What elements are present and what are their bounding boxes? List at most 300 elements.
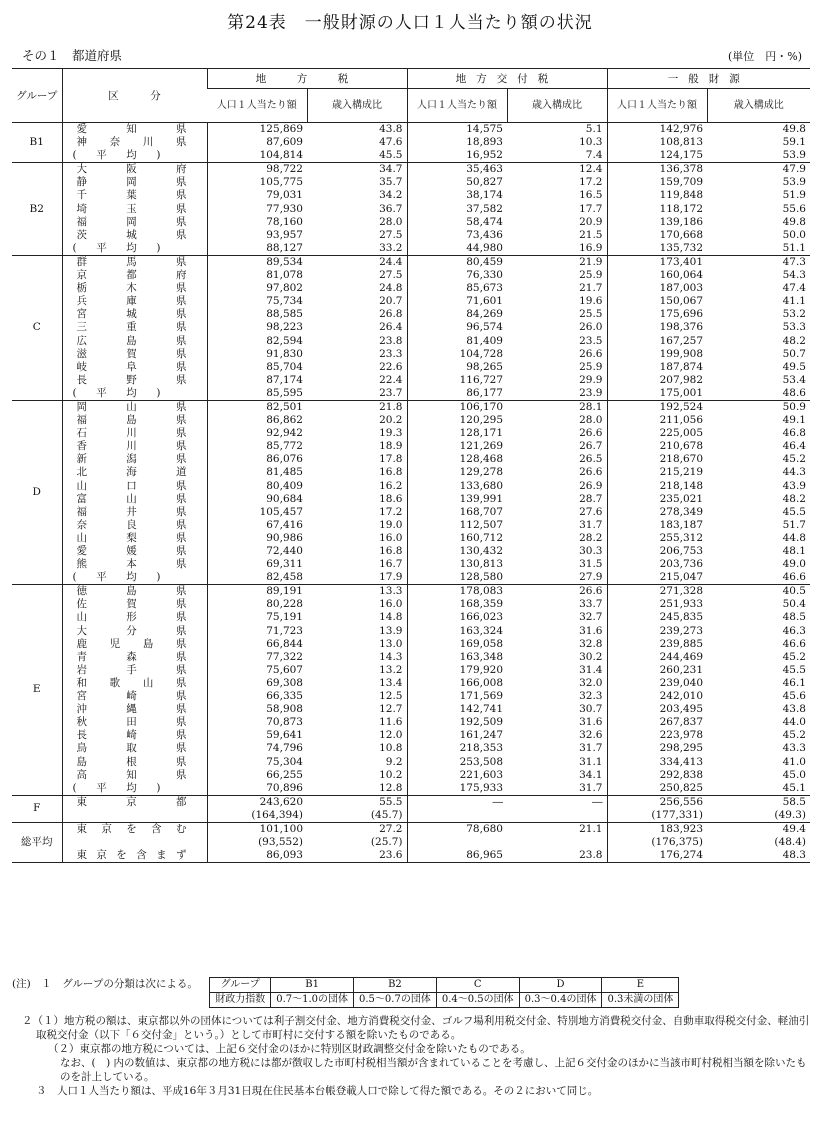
value-cell: 75,304 <box>207 756 307 769</box>
value-cell: 27.2 <box>307 822 407 836</box>
value-cell: 82,501 <box>207 400 307 414</box>
prefecture-name <box>62 361 207 374</box>
unit-label: (単位 円・%) <box>727 50 802 63</box>
value-cell: 67,416 <box>207 519 307 532</box>
classification-header: C <box>436 978 519 993</box>
table-row <box>12 255 810 269</box>
classification-header: D <box>519 978 602 993</box>
prefecture-name <box>62 136 207 149</box>
prefecture-name <box>62 163 207 177</box>
value-cell: 124,175 <box>607 149 707 163</box>
value-cell: 218,353 <box>407 742 507 755</box>
value-cell: 51.7 <box>782 518 806 531</box>
value-cell: 26.6 <box>507 585 607 599</box>
value-cell: 24.8 <box>379 282 403 295</box>
prefecture-name <box>62 203 207 216</box>
prefecture-text: 広島県 <box>76 334 187 347</box>
value-cell: 150,067 <box>607 295 707 308</box>
value-cell: 28.1 <box>507 400 607 414</box>
value-cell: 26.8 <box>379 308 403 321</box>
average-label <box>62 387 207 401</box>
value-cell: 33.7 <box>579 598 603 611</box>
prefecture-name <box>62 189 207 202</box>
value-cell: 17.2 <box>579 176 603 189</box>
table-row <box>12 809 810 823</box>
value-cell: 298,295 <box>607 742 707 755</box>
value-cell: 48.2 <box>782 334 806 347</box>
value-cell: 12.4 <box>507 163 607 177</box>
classification-header: グループ <box>210 978 271 993</box>
value-cell: 44.3 <box>782 466 806 479</box>
value-cell: 16,952 <box>407 149 507 163</box>
group-label: B2 <box>12 163 62 256</box>
group-label: D <box>12 400 62 584</box>
value-cell: 199,908 <box>607 348 707 361</box>
table-row <box>12 506 810 519</box>
value-cell: 86,965 <box>407 849 507 863</box>
value-cell: 45.5 <box>782 663 806 676</box>
value-cell: 35.7 <box>379 176 403 189</box>
prefecture-name <box>62 558 207 571</box>
value-cell: 17.2 <box>379 505 403 518</box>
value-cell: 19.6 <box>579 295 603 308</box>
prefecture-name <box>62 282 207 295</box>
value-cell: 32.6 <box>579 729 603 742</box>
value-cell: 55.5 <box>307 795 407 809</box>
prefecture-text: 福島県 <box>76 414 187 427</box>
table-row <box>12 361 810 374</box>
prefecture-name <box>62 611 207 624</box>
value-cell: 31.6 <box>579 624 603 637</box>
table-row <box>12 123 810 137</box>
prefecture-name <box>62 269 207 282</box>
table-row <box>12 849 810 863</box>
prefecture-text: 鹿児島県 <box>76 637 187 650</box>
value-cell: 48.2 <box>782 492 806 505</box>
prefecture-text: 鳥取県 <box>76 742 187 755</box>
value-cell: 45.5 <box>379 149 403 162</box>
prefecture-name <box>62 348 207 361</box>
value-cell: 23.7 <box>379 386 403 399</box>
value-cell: 23.3 <box>379 347 403 360</box>
value-cell: 133,680 <box>407 480 507 493</box>
table-row <box>12 625 810 638</box>
value-cell: ― <box>507 795 607 809</box>
value-cell: 7.4 <box>585 149 603 162</box>
value-cell: 36.7 <box>379 202 403 215</box>
value-cell: 44,980 <box>407 242 507 256</box>
table-row <box>12 400 810 414</box>
value-cell: 78,680 <box>407 822 507 836</box>
prefecture-name <box>62 795 207 809</box>
value-cell: 203,736 <box>607 558 707 571</box>
empty-cell <box>62 809 207 823</box>
value-cell: 25.5 <box>579 308 603 321</box>
table-row <box>12 295 810 308</box>
table-row <box>12 729 810 742</box>
prefecture-text: 熊本県 <box>76 558 187 571</box>
value-cell: 22.6 <box>379 360 403 373</box>
value-cell: 92,942 <box>207 427 307 440</box>
value-cell: 13.2 <box>379 663 403 676</box>
average-label <box>62 571 207 585</box>
value-cell: 168,707 <box>407 506 507 519</box>
value-cell: 25.9 <box>579 269 603 282</box>
value-cell: 207,982 <box>607 374 707 387</box>
value-cell: 175,001 <box>607 387 707 401</box>
prefecture-name <box>62 480 207 493</box>
value-cell: 166,023 <box>407 611 507 624</box>
value-cell <box>507 836 607 849</box>
value-cell: 66,255 <box>207 769 307 782</box>
value-cell: 53.9 <box>782 176 806 189</box>
value-cell: 46.8 <box>782 427 806 440</box>
value-cell: 49.5 <box>782 360 806 373</box>
value-cell: 175,933 <box>407 782 507 796</box>
value-cell: 34.7 <box>307 163 407 177</box>
value-cell: 130,813 <box>407 558 507 571</box>
value-cell: 77,322 <box>207 651 307 664</box>
value-cell: 244,469 <box>607 651 707 664</box>
value-cell: 27.6 <box>579 505 603 518</box>
table-row <box>12 703 810 716</box>
value-cell: 43.8 <box>307 123 407 137</box>
value-cell: 87,609 <box>207 136 307 149</box>
value-cell: (48.4) <box>774 836 806 849</box>
value-cell: 119,848 <box>607 189 707 202</box>
value-cell: 104,728 <box>407 348 507 361</box>
header-ippan: 一般財源 <box>607 69 810 89</box>
value-cell: 49.0 <box>782 558 806 571</box>
value-cell: 50.0 <box>782 228 806 241</box>
value-cell: 66,844 <box>207 638 307 651</box>
value-cell: 48.6 <box>782 386 806 399</box>
prefecture-name <box>62 374 207 387</box>
table-row <box>12 163 810 177</box>
value-cell: 5.1 <box>507 123 607 137</box>
value-cell: 128,580 <box>407 571 507 585</box>
value-cell: 23.9 <box>579 386 603 399</box>
header-ratio: 歳入構成比 <box>507 89 607 123</box>
prefecture-text: 長崎県 <box>76 729 187 742</box>
value-cell: 17.8 <box>379 453 403 466</box>
prefecture-text: 栃木県 <box>76 282 187 295</box>
value-cell: 53.2 <box>782 308 806 321</box>
value-cell: 21.8 <box>307 400 407 414</box>
table-subtitle: その１ 都道府県 <box>22 48 123 63</box>
value-cell: 70,873 <box>207 716 307 729</box>
value-cell: 31.6 <box>579 716 603 729</box>
value-cell: 69,311 <box>207 558 307 571</box>
value-cell: 211,056 <box>607 414 707 427</box>
notes <box>12 977 812 1098</box>
value-cell: 46.4 <box>782 440 806 453</box>
value-cell: 16.5 <box>579 189 603 202</box>
value-cell: 45.5 <box>782 505 806 518</box>
value-cell: 235,021 <box>607 493 707 506</box>
value-cell: 45.1 <box>782 781 806 794</box>
table-row <box>12 638 810 651</box>
value-cell: 242,010 <box>607 690 707 703</box>
prefecture-text: 岩手県 <box>76 663 187 676</box>
prefecture-text: 滋賀県 <box>76 347 187 360</box>
prefecture-name <box>62 295 207 308</box>
group-label: F <box>12 795 62 822</box>
value-cell: 50.4 <box>782 598 806 611</box>
value-cell: 128,171 <box>407 427 507 440</box>
prefecture-name <box>62 400 207 414</box>
prefecture-name <box>62 229 207 242</box>
value-cell: 91,830 <box>207 348 307 361</box>
value-cell: 31.7 <box>579 781 603 794</box>
value-cell: 21.7 <box>579 282 603 295</box>
table-row <box>12 611 810 624</box>
value-cell: 49.1 <box>782 414 806 427</box>
value-cell: 28.0 <box>579 414 603 427</box>
table-row <box>12 795 810 809</box>
value-cell: 86,076 <box>207 453 307 466</box>
value-cell: 203,495 <box>607 703 707 716</box>
value-cell: 87,174 <box>207 374 307 387</box>
value-cell: 24.4 <box>307 255 407 269</box>
value-cell: 166,008 <box>407 677 507 690</box>
classification-header: E <box>602 978 679 993</box>
average-label <box>62 782 207 796</box>
value-cell: 27.9 <box>579 571 603 584</box>
note-2-1: ２（１）地方税の額は、東京都以外の団体については利子割交付金、地方消費税交付金、ゴルフ場利用税交付金、特別地方消費税交付金、自動車取得税交付金、軽油引取税交付金（以下「６交付金」という。）として市町村に交付する額を除いたものである。 <box>22 1015 810 1041</box>
value-cell: 90,684 <box>207 493 307 506</box>
value-cell: 163,324 <box>407 625 507 638</box>
value-cell: 43.8 <box>782 703 806 716</box>
prefecture-name <box>62 466 207 479</box>
value-cell: 14.8 <box>379 611 403 624</box>
value-cell: 173,401 <box>607 255 707 269</box>
table-row <box>12 545 810 558</box>
value-cell: 30.2 <box>579 650 603 663</box>
value-cell: 10.3 <box>579 136 603 149</box>
value-cell: 85,595 <box>207 387 307 401</box>
value-cell: 183,923 <box>607 822 707 836</box>
value-cell: 160,712 <box>407 532 507 545</box>
value-cell: 75,734 <box>207 295 307 308</box>
value-cell: 160,064 <box>607 269 707 282</box>
value-cell: 14.3 <box>379 650 403 663</box>
value-cell: 26.9 <box>579 479 603 492</box>
value-cell: 38,174 <box>407 189 507 202</box>
value-cell: 86,862 <box>207 414 307 427</box>
value-cell: 74,796 <box>207 742 307 755</box>
value-cell: 206,753 <box>607 545 707 558</box>
value-cell: 239,040 <box>607 677 707 690</box>
table-row <box>12 335 810 348</box>
value-cell: ― <box>407 795 507 809</box>
prefecture-name <box>62 690 207 703</box>
value-cell: 46.3 <box>782 624 806 637</box>
value-cell: 58,474 <box>407 216 507 229</box>
value-cell: 120,295 <box>407 414 507 427</box>
value-cell: 45.2 <box>782 729 806 742</box>
value-cell: 98,265 <box>407 361 507 374</box>
value-cell: 30.7 <box>579 703 603 716</box>
value-cell: 27.5 <box>379 269 403 282</box>
value-cell: 51.1 <box>782 241 806 254</box>
table-row <box>12 308 810 321</box>
value-cell: 239,273 <box>607 625 707 638</box>
table-row <box>12 585 810 599</box>
value-cell: 139,186 <box>607 216 707 229</box>
prefecture-name <box>62 321 207 334</box>
value-cell: 121,269 <box>407 440 507 453</box>
header-ratio: 歳入構成比 <box>707 89 810 123</box>
value-cell: 71,723 <box>207 625 307 638</box>
value-cell: 13.4 <box>379 676 403 689</box>
value-cell: 179,920 <box>407 664 507 677</box>
value-cell: 59,641 <box>207 729 307 742</box>
prefecture-text: 秋田県 <box>76 716 187 729</box>
prefecture-name <box>62 453 207 466</box>
value-cell: 85,772 <box>207 440 307 453</box>
value-cell: 44.8 <box>782 531 806 544</box>
table-row <box>12 176 810 189</box>
prefecture-name <box>62 506 207 519</box>
value-cell: 28.0 <box>379 215 403 228</box>
table-row <box>12 677 810 690</box>
value-cell: 23.8 <box>507 849 607 863</box>
prefecture-text: 山形県 <box>76 611 187 624</box>
value-cell: 48.1 <box>782 545 806 557</box>
prefecture-text: 山口県 <box>76 479 187 492</box>
prefecture-text: 東京都 <box>76 795 187 808</box>
prefecture-name <box>62 493 207 506</box>
value-cell: 98,223 <box>207 321 307 334</box>
value-cell: (164,394) <box>207 809 307 823</box>
value-cell: 34.2 <box>379 189 403 202</box>
value-cell: 16.0 <box>379 531 403 544</box>
table-row <box>12 387 810 401</box>
prefecture-text: 宮崎県 <box>76 690 187 703</box>
value-cell: 45.0 <box>782 768 806 781</box>
value-cell: 19.3 <box>379 427 403 440</box>
value-cell: (49.3) <box>774 808 806 821</box>
prefecture-text: 三重県 <box>76 321 187 334</box>
header-ratio: 歳入構成比 <box>307 89 407 123</box>
value-cell: 13.0 <box>379 637 403 650</box>
value-cell: 45.2 <box>782 453 806 466</box>
classification-header: B2 <box>354 978 437 993</box>
prefecture-name <box>62 532 207 545</box>
value-cell: 50.7 <box>782 347 806 360</box>
table-row <box>12 782 810 796</box>
value-cell: 223,978 <box>607 729 707 742</box>
value-cell: 256,556 <box>607 795 707 809</box>
value-cell: 27.5 <box>379 228 403 241</box>
value-cell: 105,775 <box>207 176 307 189</box>
table-row <box>12 493 810 506</box>
value-cell: 118,172 <box>607 203 707 216</box>
value-cell: 98,722 <box>207 163 307 177</box>
value-cell: 70,896 <box>207 782 307 796</box>
prefecture-name <box>62 598 207 611</box>
value-cell: 85,704 <box>207 361 307 374</box>
value-cell: 23.6 <box>307 849 407 863</box>
value-cell: 50.9 <box>707 400 810 414</box>
table-row <box>12 664 810 677</box>
average-text: (平均) <box>72 149 161 162</box>
group-label: C <box>12 255 62 400</box>
value-cell: 10.8 <box>379 742 403 755</box>
prefecture-text: 富山県 <box>76 492 187 505</box>
value-cell: 28.7 <box>579 492 603 505</box>
table-row <box>12 716 810 729</box>
value-cell: 41.1 <box>782 295 806 308</box>
prefecture-text: 福井県 <box>76 505 187 518</box>
value-cell: 11.6 <box>379 716 403 729</box>
value-cell: 105,457 <box>207 506 307 519</box>
table-row <box>12 756 810 769</box>
prefecture-name <box>62 716 207 729</box>
table-row <box>12 149 810 163</box>
classification-value: 財政力指数 <box>210 993 271 1008</box>
prefecture-text: 和歌山県 <box>76 676 187 689</box>
table-row <box>12 427 810 440</box>
table-row <box>12 136 810 149</box>
prefecture-name <box>62 176 207 189</box>
value-cell: 198,376 <box>607 321 707 334</box>
value-cell <box>507 809 607 823</box>
table-row <box>12 453 810 466</box>
empty-cell <box>62 836 207 849</box>
value-cell: 334,413 <box>607 756 707 769</box>
classification-value: 0.7～1.0の団体 <box>271 993 354 1008</box>
value-cell: 26.6 <box>579 347 603 360</box>
prefecture-text: 大分県 <box>76 624 187 637</box>
prefecture-name <box>62 638 207 651</box>
value-cell: 142,976 <box>607 123 707 137</box>
value-cell: 187,003 <box>607 282 707 295</box>
prefecture-text: 京都府 <box>76 269 187 282</box>
header-percap: 人口１人当たり額 <box>207 89 307 123</box>
value-cell: 170,668 <box>607 229 707 242</box>
table-row <box>12 651 810 664</box>
prefecture-name <box>62 427 207 440</box>
value-cell: 215,047 <box>607 571 707 585</box>
prefecture-text: 愛媛県 <box>76 545 187 557</box>
prefecture-text: 青森県 <box>76 650 187 663</box>
value-cell: 23.8 <box>379 334 403 347</box>
prefecture-name <box>62 849 207 863</box>
value-cell: 93,957 <box>207 229 307 242</box>
value-cell: 44.0 <box>782 716 806 729</box>
prefecture-text: 沖縄県 <box>76 703 187 716</box>
value-cell: 72,440 <box>207 545 307 558</box>
value-cell: 35,463 <box>407 163 507 177</box>
prefecture-text: 東京を含む <box>76 822 187 835</box>
value-cell: 183,187 <box>607 519 707 532</box>
value-cell: 112,507 <box>407 519 507 532</box>
value-cell: 215,219 <box>607 466 707 479</box>
value-cell: 47.3 <box>707 255 810 269</box>
value-cell: 9.2 <box>385 755 403 768</box>
classification-value: 0.3～0.4の団体 <box>519 993 602 1008</box>
value-cell: 253,508 <box>407 756 507 769</box>
prefecture-text: 奈良県 <box>76 518 187 531</box>
value-cell: 69,308 <box>207 677 307 690</box>
value-cell: 20.7 <box>379 295 403 308</box>
value-cell: 12.5 <box>379 690 403 703</box>
prefecture-text: 千葉県 <box>76 189 187 202</box>
prefecture-name <box>62 625 207 638</box>
value-cell: 135,732 <box>607 242 707 256</box>
